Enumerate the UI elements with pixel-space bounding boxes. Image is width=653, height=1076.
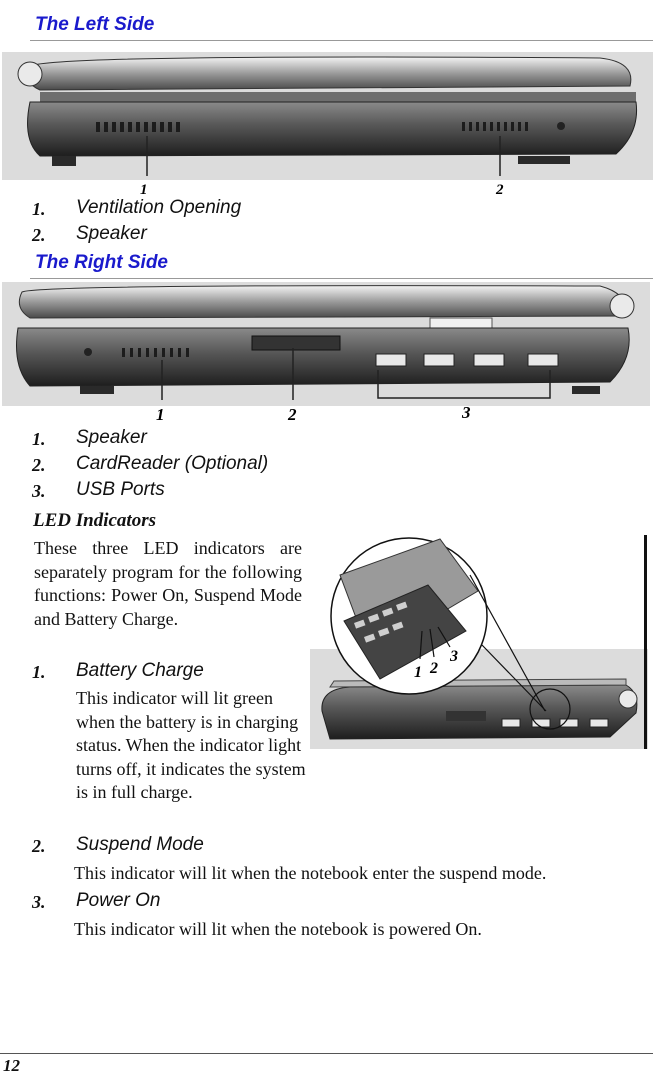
- led-intro-paragraph: These three LED indicators are separately program for the following functions: Power On, Suspend Mode and Battery Charge.: [34, 538, 302, 629]
- list-item-label: CardReader (Optional): [76, 453, 269, 474]
- led-heading: LED Indicators: [33, 510, 156, 531]
- list-number: 1.: [32, 429, 46, 449]
- list-item-label: Battery Charge: [76, 660, 204, 681]
- callout-label: 2: [496, 182, 504, 198]
- footer-rule: [0, 1053, 653, 1054]
- list-item-label: Ventilation Opening: [76, 197, 242, 218]
- list-item-label: Suspend Mode: [76, 834, 204, 855]
- callout-label: 3: [450, 648, 458, 665]
- callout-label: 2: [288, 405, 297, 424]
- list-item-label: USB Ports: [76, 479, 165, 500]
- led-item-description: This indicator will lit green when the battery is in charging status. When the indicator light turns off, it indicates the system is in full charge.: [76, 688, 306, 802]
- led-item-description: This indicator will lit when the notebook is powered On.: [74, 919, 482, 939]
- page-number: 12: [3, 1056, 20, 1075]
- section-title-left-side: The Left Side: [35, 14, 155, 35]
- list-number: 3.: [32, 481, 46, 501]
- list-number: 2.: [32, 225, 46, 245]
- callout-label: 2: [430, 660, 438, 677]
- list-item-label: Speaker: [76, 223, 147, 244]
- callout-label: 1: [140, 182, 148, 198]
- left-side-figure: [0, 52, 653, 200]
- right-side-figure: [0, 282, 653, 428]
- list-item-label: Power On: [76, 890, 161, 911]
- callout-label: 1: [156, 405, 165, 424]
- section-title-right-side: The Right Side: [35, 252, 168, 273]
- list-number: 3.: [32, 892, 46, 912]
- list-number: 2.: [32, 455, 46, 475]
- list-item-label: Speaker: [76, 427, 147, 448]
- led-indicators-figure: [310, 535, 648, 750]
- led-item-description: This indicator will lit when the notebook enter the suspend mode.: [74, 863, 547, 883]
- callout-label: 1: [414, 664, 422, 681]
- callout-label: 3: [462, 403, 471, 422]
- list-number: 1.: [32, 662, 46, 682]
- list-number: 1.: [32, 199, 46, 219]
- section-rule: [30, 40, 653, 41]
- list-number: 2.: [32, 836, 46, 856]
- section-rule: [30, 278, 653, 279]
